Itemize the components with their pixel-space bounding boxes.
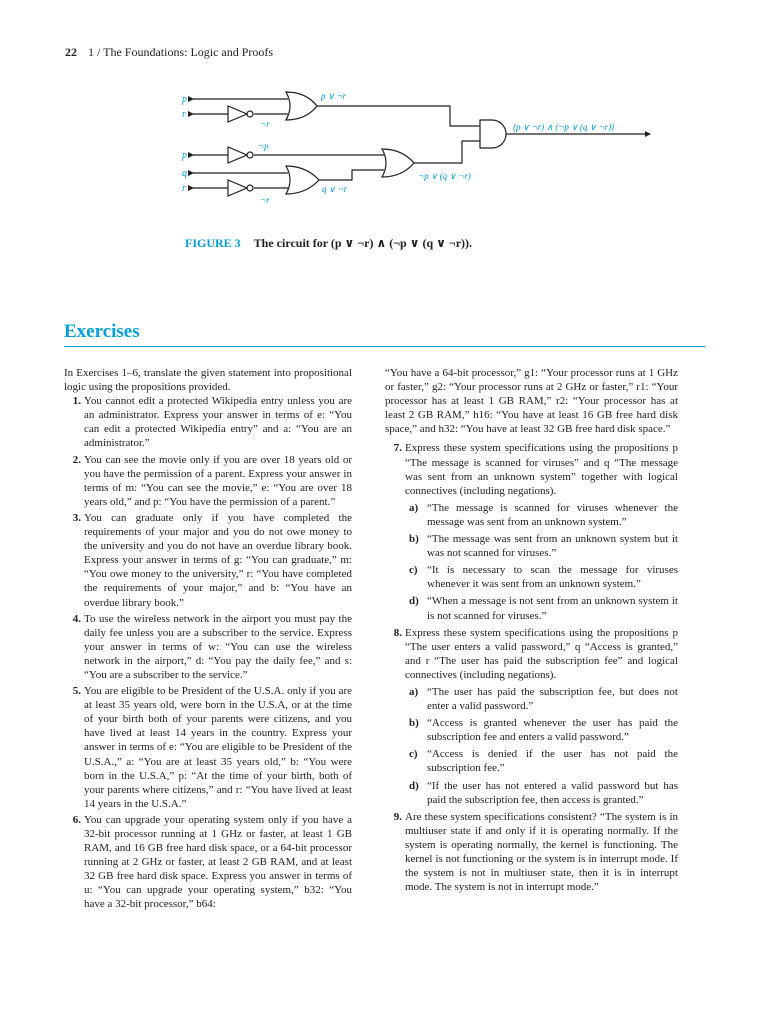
figure-caption-text: The circuit for (p ∨ ¬r) ∧ (¬p ∨ (q ∨ ¬r)). — [253, 236, 473, 250]
part-letter: d) — [409, 595, 419, 608]
not-gate-r2 — [228, 180, 247, 196]
input-p-1: p — [182, 94, 187, 105]
label-or1-output: p ∨ ¬r — [321, 91, 347, 101]
exercise-6 — [64, 813, 352, 912]
exercise-7-part-a — [385, 501, 678, 529]
section-heading: Exercises — [64, 321, 140, 342]
running-title: 1 / The Foundations: Logic and Proofs — [88, 45, 274, 59]
exercise-text: You can upgrade your operating system only if you have a 32-bit processor running at 1 GHz or faster, at least 1 GB RAM, and 16 GB free hard disk space, or a 64-bit processor running at 2 GHz or faster, at least 2 GB RAM, and at least 32 GB free hard disk space. Express you answer in terms of u: “You can upgrade your operating system,” b32: “You have a 32-bit processor,” b64: — [84, 813, 352, 911]
exercise-number: 1. — [72, 395, 81, 408]
exercise-text: You cannot edit a protected Wikipedia entry unless you are an administrator. Express your answer in terms of e: “You can edit a protected Wikipedia entry” and a: “You are an administrator.” — [84, 395, 352, 450]
exercise-intro: In Exercises 1–6, translate the given statement into propositional logic using the propositions provided. — [64, 367, 352, 394]
right-column — [385, 366, 678, 896]
figure-label: FIGURE 3 — [185, 236, 241, 250]
exercise-8-part-c — [385, 747, 678, 775]
part-text: “If the user has not entered a valid password but has paid the subscription fee, then access is granted.” — [427, 779, 678, 806]
exercise-number: 7. — [393, 442, 402, 455]
exercise-text: Express these system specifications using the propositions p “The user enters a valid password,” q “Access is granted,” and r “The user has paid the subscription fee” and logical connectives (including negations). — [405, 626, 678, 681]
label-or3-output: ¬p ∨ (q ∨ ¬r) — [418, 171, 471, 181]
part-letter: a) — [409, 685, 419, 698]
exercise-number: 2. — [72, 453, 81, 466]
label-or2-output: q ∨ ¬r — [322, 184, 348, 194]
part-letter: b) — [409, 533, 419, 546]
exercise-8 — [385, 626, 678, 682]
exercise-2 — [64, 453, 352, 509]
not-gate-p — [228, 147, 247, 163]
and-gate — [480, 120, 506, 148]
exercise-text: You can graduate only if you have completed the requirements of your major and you do not owe money to the university and you do not have an overdue library book. Express your answer in terms of g: “You can graduate,” m: “You owe money to the university,” r: “You have completed the requirements of your major,” and b: “You have an overdue library book.” — [84, 511, 352, 609]
part-text: “Access is denied if the user has not paid the subscription fee.” — [427, 748, 678, 775]
label-not-r-1: ¬r — [260, 119, 270, 129]
exercise-7-part-b — [385, 532, 678, 560]
section-rule — [64, 346, 705, 347]
exercise-4 — [64, 612, 352, 682]
part-letter: c) — [409, 748, 418, 761]
exercise-5 — [64, 684, 352, 811]
part-letter: b) — [409, 717, 419, 730]
page-number: 22 — [65, 45, 77, 59]
part-letter: c) — [409, 564, 418, 577]
part-text: “The message is scanned for viruses whenever the message was sent from an unknown system.” — [427, 501, 678, 528]
exercise-1 — [64, 394, 352, 450]
exercise-number: 9. — [393, 810, 402, 823]
exercise-number: 6. — [72, 813, 81, 826]
label-not-r-2: ¬r — [260, 195, 270, 205]
exercise-number: 4. — [72, 612, 81, 625]
input-q: q — [182, 168, 187, 179]
part-letter: d) — [409, 779, 419, 792]
label-and-output: (p ∨ ¬r) ∧ (¬p ∨ (q ∨ ¬r)) — [513, 122, 615, 132]
exercise-number: 5. — [72, 685, 81, 698]
exercise-3 — [64, 511, 352, 610]
exercise-number: 8. — [393, 626, 402, 639]
input-p-2: p — [182, 150, 187, 161]
part-text: “Access is granted whenever the user has paid the subscription fee and enters a valid password.” — [427, 717, 678, 744]
exercise-8-part-d — [385, 779, 678, 807]
exercise-7-part-d — [385, 594, 678, 622]
or-gate-3 — [382, 149, 414, 177]
exercise-text: To use the wireless network in the airport you must pay the daily fee unless you are a subscriber to the service. Express your answer in terms of w: “You can use the wireless network in the airport,” d: “You pay the daily fee,” and s: “You are a subscriber to the service.” — [84, 612, 352, 681]
exercise-8-part-b — [385, 716, 678, 744]
part-text: “The message was sent from an unknown system but it was not scanned for viruses.” — [427, 533, 678, 560]
exercise-number: 3. — [72, 511, 81, 524]
part-text: “It is necessary to scan the message for viruses whenever it was sent from an unknown system.” — [427, 564, 678, 591]
part-text: “The user has paid the subscription fee, but does not enter a valid password.” — [427, 685, 678, 713]
part-text: “When a message is not sent from an unknown system it is not scanned for viruses.” — [427, 595, 678, 622]
exercise-8-part-a — [385, 685, 678, 713]
or-gate-1 — [286, 92, 317, 120]
logic-circuit-diagram — [0, 0, 768, 240]
exercise-text: You can see the movie only if you are over 18 years old or you have the permission of a parent. Express your answer in terms of m: “You can see the movie,” e: “You are over 18 years old,” and p: “You have the permission of a parent.” — [84, 453, 352, 508]
exercise-7 — [385, 441, 678, 497]
input-r-2: r — [182, 183, 186, 194]
exercise-text: You are eligible to be President of the U.S.A. only if you are at least 35 years old, were born in the U.S.A, or at the time of your birth both of your parents were citizens, and you have lived at least 14 years in the country. Express your answer in terms of e: “You are eligible to be President of the U.S.A.,” a: “You are at least 35 years old,” b: “You were born in the U.S.A,” p: “At the time of your birth, both of your parents where citizens,” and r: “You have lived at least 14 years in the U.S.A.” — [84, 685, 352, 810]
or-gate-2 — [286, 166, 319, 194]
exercise-7-part-c — [385, 563, 678, 591]
label-not-p: ¬p — [258, 141, 269, 151]
figure-caption — [185, 236, 472, 251]
exercise-9 — [385, 810, 678, 895]
not-gate-r1 — [228, 106, 247, 122]
exercise-text: Express these system specifications using the propositions p “The message is scanned for viruses” and q “The message was sent from an unknown system” together with logical connectives (including negations). — [405, 442, 678, 497]
input-r-1: r — [182, 109, 186, 120]
left-column — [64, 366, 352, 914]
part-letter: a) — [409, 501, 419, 514]
exercise-text: Are these system specifications consistent? “The system is in multiuser state if and only if it is operating normally. If the system is operating normally, the kernel is functioning. The kernel is not functioning or the system is in interrupt mode. If the system is not in multiuser state, then it is in interrupt mode. The system is not in interrupt mode.” — [405, 810, 678, 894]
exercise-6-continuation: “You have a 64-bit processor,” g1: “Your processor runs at 1 GHz or faster,” g2: “Your processor runs at 2 GHz or faster,” r1: “Your processor has at least 1 GB RAM,” r2: “Your processor has at least 2 GB RAM,” h16: “You have at least 16 GB free hard disk space,” and h32: “You have at least 32 GB free hard disk space.” — [385, 367, 678, 436]
